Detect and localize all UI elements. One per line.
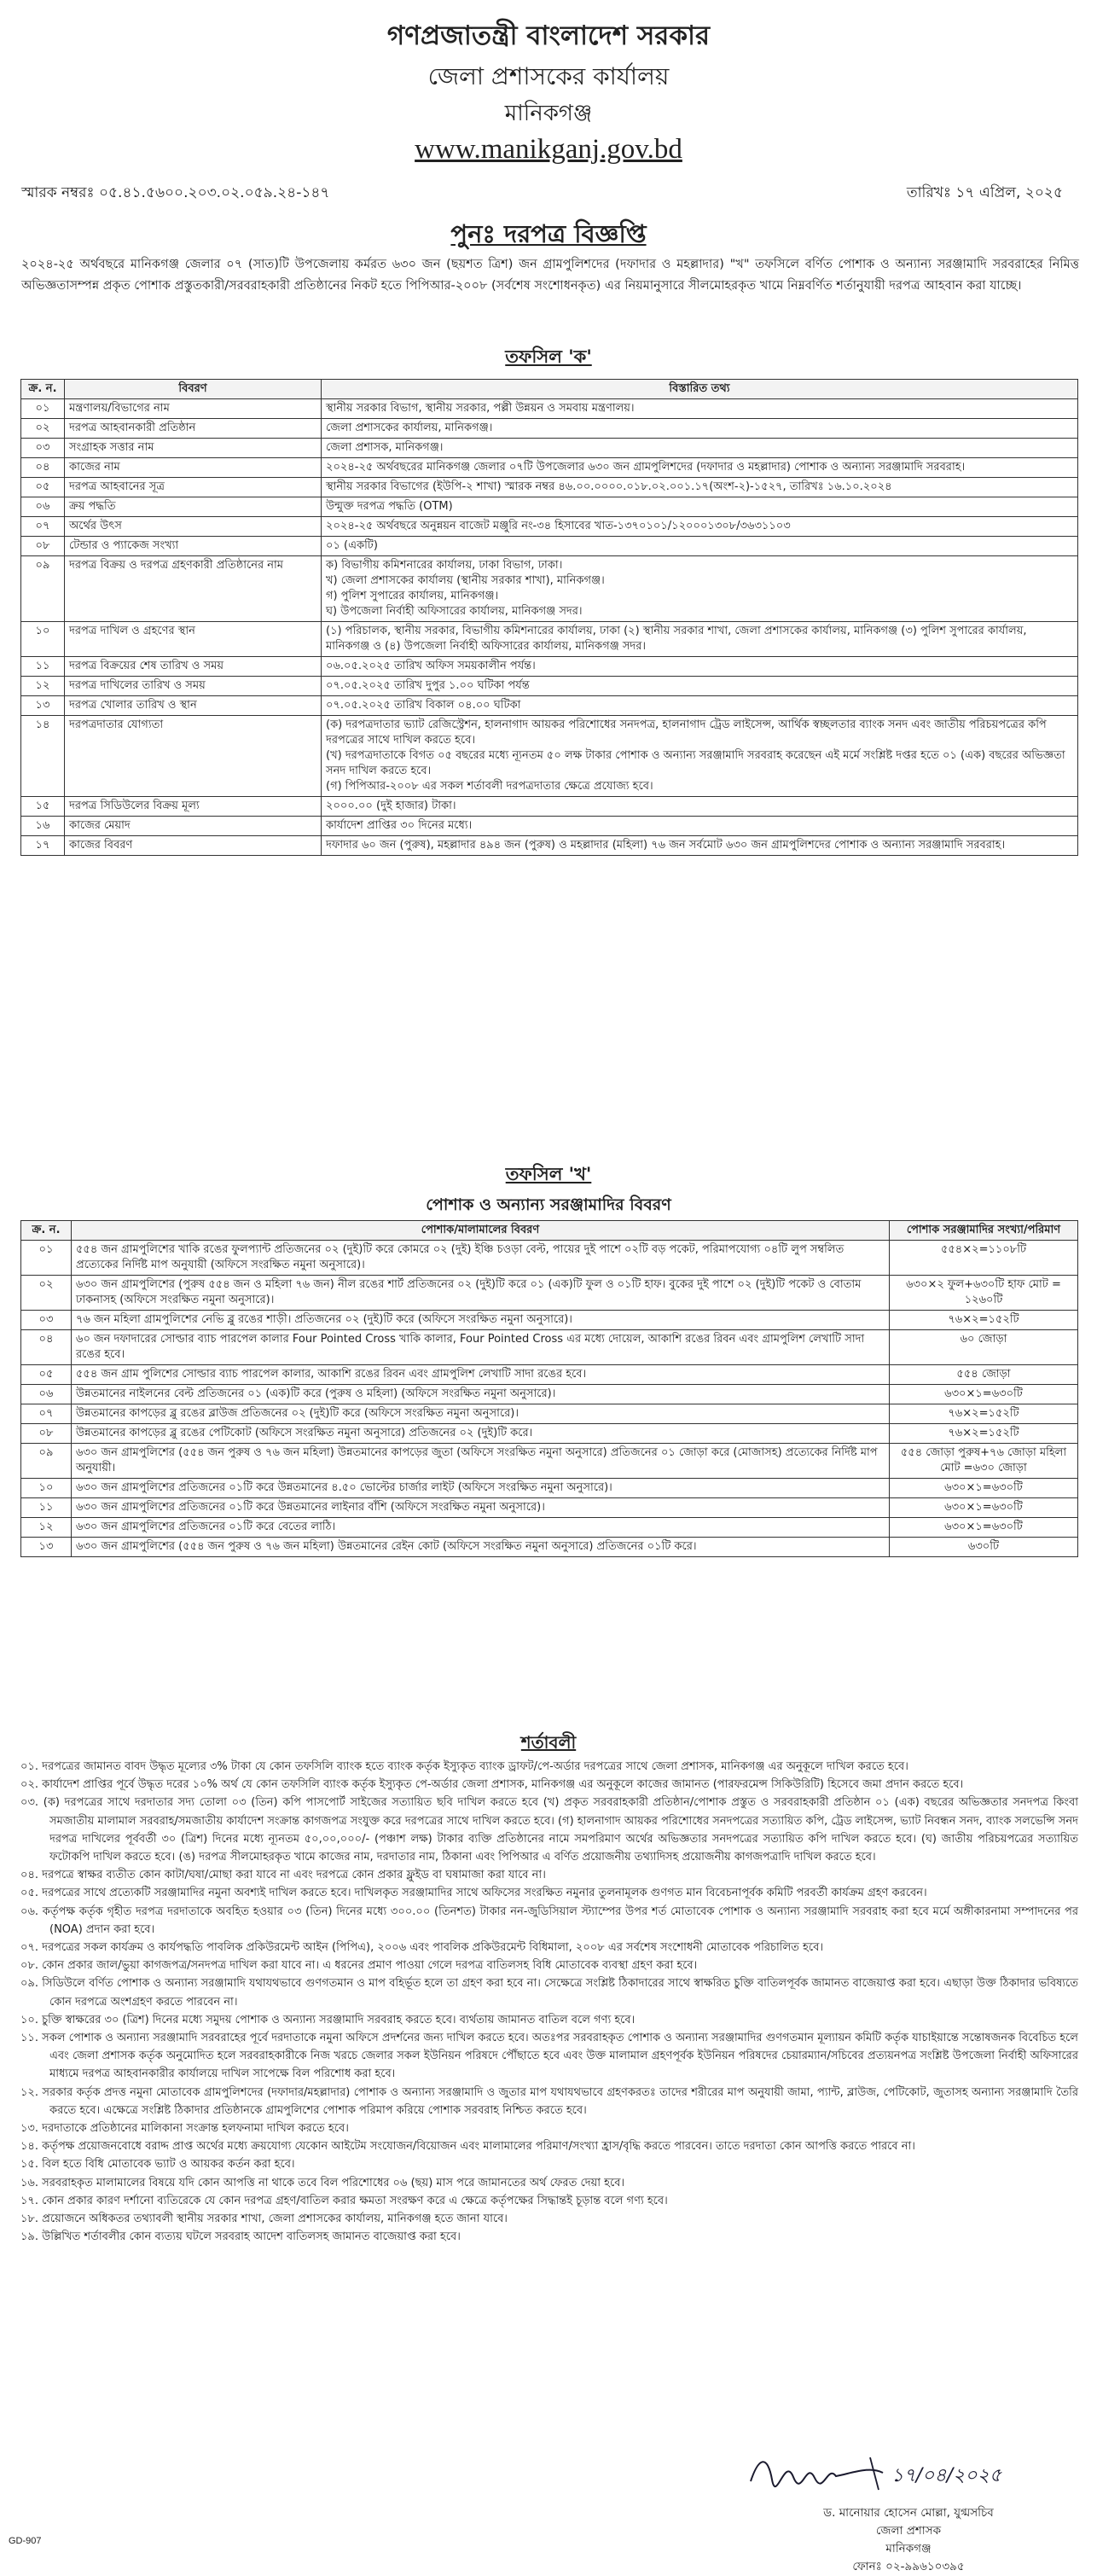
table-row (21, 478, 1078, 497)
table-cell: ৬০ জন দফাদারের সোল্ডার ব্যাচ পারপেল কালার Four Pointed Cross খাকি কালার, Four Pointed Cross এর মধ্যে দোয়েল, আকাশি রঙের রিবন এবং গ্রামপুলিশ লেখাটি সাদা রঙের হবে। (72, 1330, 890, 1365)
table-cell: ০১ (21, 399, 65, 419)
table-cell: ০৮ (21, 537, 65, 556)
table-cell: দরপত্র বিক্রয় ও দরপত্র গ্রহণকারী প্রতিষ্ঠানের নাম (65, 556, 322, 622)
table-cell: ৬৩০×১=৬৩০টি (890, 1385, 1078, 1404)
column-header: ক্র. ন. (21, 380, 65, 399)
table-cell: ৬৩০ জন গ্রামপুলিশের প্রতিজনের ০১টি করে বেতের লাঠি। (72, 1518, 890, 1538)
table-cell: দরপত্র দাখিল ও গ্রহণের স্থান (65, 622, 322, 657)
table-cell: ১৭ (21, 836, 65, 856)
table-row (21, 817, 1078, 836)
condition-item: ০৮. কোন প্রকার জাল/ভুয়া কাগজপত্র/সনদপত্র দাখিল করা যাবে না। এ ধরনের প্রমাণ পাওয়া গেলে দরপত্র বাতিলসহ বিধি মোতাবেক ব্যবস্থা গ্রহণ করা হবে। (20, 1959, 698, 1973)
table-cell: দরপত্র সিডিউলের বিক্রয় মূল্য (65, 797, 322, 817)
table-cell: ০৮ (21, 1424, 72, 1444)
table-row (21, 1498, 1078, 1518)
table-row (21, 497, 1078, 517)
table-cell: ০৫ (21, 1365, 72, 1385)
table-row (21, 622, 1078, 657)
schedule-b-header-row (21, 1221, 1078, 1241)
schedule-a-title: তফসিল 'ক' (505, 346, 592, 367)
table-row (21, 439, 1078, 458)
table-cell: ৫৫৪ জন গ্রামপুলিশের খাকি রঙের ফুলপ্যান্ট প্রতিজনের ০২ (দুই)টি করে কোমরে ০২ (দুই) ইঞ্চি চওড়া বেল্ট, পায়ের দুই পাশে ০২টি বড় পকেট, পরিমাপযোগ্য ০৪টি লুপ সম্বলিত প্রত্যেকের নির্দিষ্ট মাপ অনুযায়ী (অফিসে সংরক্ষিত নমুনা অনুসারে)। (72, 1241, 890, 1276)
schedule-a-header-row (21, 380, 1078, 399)
table-cell: ১৪ (21, 716, 65, 797)
signature-block (742, 2504, 1075, 2576)
table-cell: ১১ (21, 657, 65, 677)
table-cell: ৬৩০×১=৬৩০টি (890, 1479, 1078, 1498)
column-header: পোশাক/মালামালের বিবরণ (72, 1221, 890, 1241)
condition-item: ১২. সরকার কর্তৃক প্রদত্ত নমুনা মোতাবেক গ্রামপুলিশদের (দফাদার/মহল্লাদার) পোশাক ও অন্যান্য সরঞ্জামাদি ও জুতার মাপ যথাযথভাবে গ্রহণকরতঃ তাদের শরীরের মাপ অনুযায়ী জামা, প্যান্ট, ব্লাউজ, পেটিকোট, জুতাসহ অন্যান্য সরঞ্জামাদি তৈরি করতে হবে। এক্ষেত্রে সংশ্লিষ্ট ঠিকাদার প্রতিষ্ঠানকে গ্রামপুলিশের পোশাক পরিমাপ করিয়ে পোশাক সরবরাহ নিশ্চিত করতে হবে। (20, 2085, 1078, 2117)
table-cell: ০৪ (21, 1330, 72, 1365)
table-cell: ০৬ (21, 497, 65, 517)
table-cell: ৬০ জোড়া (890, 1330, 1078, 1365)
table-cell: ২০২৪-২৫ অর্থবছরে অনুন্নয়ন বাজেট মঞ্জুরি নং-৩৪ হিসাবের খাত-১৩৭০১০১/১২০০০১৩০৮/৩৬৩১১০৩ (322, 517, 1078, 537)
table-row (21, 1365, 1078, 1385)
table-cell: স্থানীয় সরকার বিভাগ, স্থানীয় সরকার, পল্লী উন্নয়ন ও সমবায় মন্ত্রণালয়। (322, 399, 1078, 419)
table-row (21, 836, 1078, 856)
table-cell: ০২ (21, 419, 65, 439)
table-cell: দরপত্রদাতার যোগ্যতা (65, 716, 322, 797)
condition-item: ০১. দরপত্রের জামানত বাবদ উদ্ধৃত মূল্যের ৩% টাকা যে কোন তফসিলি ব্যাংক হতে ব্যাংক কর্তৃক ইস্যুকৃত ব্যাংক ড্রাফট/পে-অর্ডার দরপত্রের সাথে জেলা প্রশাসক, মানিকগঞ্জ এর অনুকূলে দাখিল করতে হবে। (20, 1760, 908, 1773)
intro-paragraph: ২০২৪-২৫ অর্থবছরে মানিকগঞ্জ জেলার ০৭ (সাত)টি উপজেলায় কর্মরত ৬৩০ জন (ছয়শত ত্রিশ) জন গ্রামপুলিশদের (দফাদার ও মহল্লাদার) "খ" তফসিলে বর্ণিত পোশাক ও অন্যান্য সরঞ্জামাদি সরবরাহের নিমিত্ত অভিজ্ঞতাসম্পন্ন প্রকৃত পোশাক প্রস্তুতকারী/সরবরাহকারী প্রতিষ্ঠানের নিকট হতে পিপিআর-২০০৮ (সর্বশেষ সংশোধনকৃত) এর নিয়মানুসারে সীলমোহরকৃত খামে নিম্নবর্ণিত শর্তানুযায়ী দরপত্র আহবান করা যাচ্ছে। (21, 258, 1079, 293)
condition-item: ১৪. কর্তৃপক্ষ প্রয়োজনবোধে বরাদ্দ প্রাপ্ত অর্থের মধ্যে ক্রয়যোগ্য যেকোন আইটেম সংযোজন/বিয়োজন এবং মালামালের পরিমাণ/সংখ্যা হ্রাস/বৃদ্ধি করতে পারবেন। তাতে দরদাতা কোন আপত্তি করতে পারবে না। (20, 2140, 915, 2154)
table-cell: ৭৬ জন মহিলা গ্রামপুলিশের নেভি ব্লু রঙের শাড়ী। প্রতিজনের ০২ (দুই)টি করে (অফিসে সংরক্ষিত নমুনা অনুসারে)। (72, 1311, 890, 1330)
table-row (21, 716, 1078, 797)
table-cell: ০৬ (21, 1385, 72, 1404)
table-cell: দরপত্র খোলার তারিখ ও স্থান (65, 696, 322, 716)
signatory-name: ড. মানোয়ার হোসেন মোল্লা, যুগ্মসচিব (823, 2506, 994, 2520)
website-link[interactable]: www.manikganj.gov.bd (415, 134, 682, 165)
memo-number: স্মারক নম্বরঃ ০৫.৪১.৫৬০০.২০৩.০২.০৫৯.২৪-১৪৭ (21, 184, 330, 201)
table-cell: উন্মুক্ত দরপত্র পদ্ধতি (OTM) (322, 497, 1078, 517)
table-cell: ০৯ (21, 1444, 72, 1479)
table-cell: ০৭ (21, 517, 65, 537)
table-cell: ৫৫৪ জোড়া পুরুষ+৭৬ জোড়া মহিলা মোট =৬৩০ জোড়া (890, 1444, 1078, 1479)
table-cell: ৬৩০ জন গ্রামপুলিশের প্রতিজনের ০১টি করে উন্নতমানের ৪.৫০ ভোল্টের চার্জার লাইট (অফিসে সংরক্ষিত নমুনা অনুসারে)। (72, 1479, 890, 1498)
table-cell: ক্রয় পদ্ধতি (65, 497, 322, 517)
table-cell: উন্নতমানের নাইলনের বেল্ট প্রতিজনের ০১ (এক)টি করে (পুরুষ ও মহিলা) (অফিসে সংরক্ষিত নমুনা অনুসারে)। (72, 1385, 890, 1404)
table-cell: ০৫ (21, 478, 65, 497)
table-cell: মন্ত্রণালয়/বিভাগের নাম (65, 399, 322, 419)
table-cell: ০৭.০৫.২০২৫ তারিখ বিকাল ০৪.০০ ঘটিকা (322, 696, 1078, 716)
column-header: বিবরণ (65, 380, 322, 399)
table-row (21, 1404, 1078, 1424)
table-row (21, 1538, 1078, 1557)
table-row (21, 1276, 1078, 1311)
table-cell: ১৩ (21, 1538, 72, 1557)
condition-item: ১৬. সরবরাহকৃত মালামালের বিষয়ে যদি কোন আপত্তি না থাকে তবে বিল পরিশোধের ০৬ (ছয়) মাস পরে জামানতের অর্থ ফেরত দেয়া হবে। (20, 2176, 625, 2189)
table-cell: দরপত্র দাখিলের তারিখ ও সময় (65, 677, 322, 696)
condition-item: ১৮. প্রয়োজনে অধিকতর তথ্যাবলী স্থানীয় সরকার শাখা, জেলা প্রশাসকের কার্যালয়, মানিকগঞ্জ হতে জানা যাবে। (20, 2213, 508, 2226)
government-name: গণপ্রজাতন্ত্রী বাংলাদেশ সরকার (386, 20, 711, 51)
condition-item: ১১. সকল পোশাক ও অন্যান্য সরঞ্জামাদি সরবরাহের পূর্বে দরদাতাকে নমুনা অফিসে প্রদর্শনের জন্য দাখিল করতে হবে। অতঃপর সরবরাহকৃত পোশাক ও অন্যান্য সরঞ্জামাদির গুণগতমান মূল্যায়ন কমিটি কর্তৃক যাচাইয়ান্তে সন্তোষজনক বিবেচিত হলে এবং জেলা প্রশাসক কর্তৃক অনুমোদিত হলে সরবরাহকারীকে নিজ খরচে জেলার সকল ইউনিয়ন পরিষদে পৌঁছাতে হবে এবং উক্ত মালামাল গ্রহণপূর্বক ইউনিয়ন পরিষদের চেয়ারম্যান/সচিবের প্রত্যয়নপত্র সংশ্লিষ্ট উপজেলা নির্বাহী অফিসারের মাধ্যমে দরপত্র আহবানকারীর কার্যালয়ে দাখিল সাপেক্ষে বিল পরিশোধ করা হবে। (20, 2032, 1078, 2081)
column-header: বিস্তারিত তথ্য (322, 380, 1078, 399)
table-cell: ক) বিভাগীয় কমিশনারের কার্যালয়, ঢাকা বিভাগ, ঢাকা। খ) জেলা প্রশাসকের কার্যালয় (স্থানীয় সরকার শাখা), মানিকগঞ্জ। গ) পুলিশ সুপারের কার্যালয়, মানিকগঞ্জ। ঘ) উপজেলা নির্বাহী অফিসারের কার্যালয়, মানিকগঞ্জ সদর। (322, 556, 1078, 622)
office-name: জেলা প্রশাসকের কার্যালয় (427, 62, 670, 90)
condition-item: ০২. কার্যাদেশ প্রাপ্তির পূর্বে উদ্ধৃত দরের ১০% অর্থ যে কোন তফসিলি ব্যাংক কর্তৃক ইস্যুকৃত পে-অর্ডার জেলা প্রশাসক, মানিকগঞ্জ এর অনুকূলে কাজের জামানত (পারফরমেন্স সিকিউরিটি) হিসেবে জমা প্রদান করতে হবে। (20, 1778, 964, 1792)
column-header: ক্র. ন. (21, 1221, 72, 1241)
condition-item: ১০. চুক্তি স্বাক্ষরের ৩০ (ত্রিশ) দিনের মধ্যে সমুদয় পোশাক ও অন্যান্য সরঞ্জামাদি সরবরাহ করতে হবে। ব্যর্থতায় জামানত বাতিল বলে গণ্য হবে। (20, 2013, 636, 2026)
condition-item: ১৩. দরদাতাকে প্রতিষ্ঠানের মালিকানা সংক্রান্ত হলফনামা দাখিল করতে হবে। (20, 2122, 349, 2136)
table-cell: ৭৬×২=১৫২টি (890, 1311, 1078, 1330)
condition-item: ০৯. সিডিউলে বর্ণিত পোশাক ও অন্যান্য সরঞ্জামাদি যথাযথভাবে গুণগতমান ও মাপ বহির্ভূত হলে তা গ্রহণ করা হবে না। সেক্ষেত্রে সংশ্লিষ্ট ঠিকাদারের সাথে স্বাক্ষরিত চুক্তি বাতিলপূর্বক জামানত বাজেয়াপ্ত করা হবে। এছাড়া উক্ত ঠিকাদার ভবিষ্যতে কোন দরপত্রে অংশগ্রহণ করতে পারবেন না। (20, 1977, 1078, 2009)
table-row (21, 1241, 1078, 1276)
table-cell: ০৩ (21, 1311, 72, 1330)
table-cell: কাজের বিবরণ (65, 836, 322, 856)
footer-code: GD-907 (9, 2536, 42, 2546)
condition-item: ১৫. বিল হতে বিধি মোতাবেক ভ্যাট ও আয়কর কর্তন করা হবে। (20, 2158, 295, 2172)
table-cell: ৬৩০×১=৬৩০টি (890, 1498, 1078, 1518)
table-row (21, 657, 1078, 677)
table-cell: ৭৬×২=১৫২টি (890, 1424, 1078, 1444)
condition-item: ০৫. দরপত্রের সাথে প্রত্যেকটি সরঞ্জামাদির নমুনা অবশ্যই দাখিল করতে হবে। দাখিলকৃত সরঞ্জামাদির সাথে অফিসের সংরক্ষিত নমুনার তুলনামূলক গুণগত মান বিবেচনাপূর্বক কমিটি পরবর্তী কার্যক্রম গ্রহণ করবেন। (20, 1887, 927, 1900)
condition-item: ০৩. (ক) দরপত্রের সাথে দরদাতার সদ্য তোলা ০৩ (তিন) কপি পাসপোর্ট সাইজের সত্যায়িত ছবি দাখিল করতে হবে (খ) প্রকৃত সরবরাহকারী প্রতিষ্ঠান/পোশাক প্রস্তুত ও সরবরাহকারী প্রতিষ্ঠান ০১ (এক) বছরের অভিজ্ঞতার সনদপত্র কিংবা সমজাতীয় মালামাল সরবরাহ/সমজাতীয় কার্যাদেশ সংক্রান্ত কাগজপত্র সংযুক্ত করে দরপত্রের সাথে দাখিল করতে হবে। (গ) হালনাগাদ আয়কর পরিশোধের সনদপত্রের সত্যায়িত কপি, ট্রেড লাইসেন্স, ভ্যাট নিবন্ধন সনদ, ব্যাংক সলভেন্সি সনদ দরপত্র দাখিলের পূর্ববর্তী ৩০ (ত্রিশ) দিনের মধ্যে ন্যূনতম ৫০,০০,০০০/- (পঞ্চাশ লক্ষ) টাকার ব্যক্তি প্রতিষ্ঠানের নামে সমপরিমাণ অর্থের অভিজ্ঞতার সনদপত্রের সত্যায়িত কপি দাখিল করতে হবে। (ঘ) জাতীয় পরিচয়পত্রের সত্যায়িত ফটোকপি দাখিল করতে হবে। (ঙ) দরপত্র সীলমোহরকৃত খামে কাজের নাম, দরদাতার নাম, ঠিকানা এবং পিপিআর এ বর্ণিত প্রয়োজনীয় তথ্যাদিসহ প্রয়োজনীয় কাগজপত্রাদি দাখিল করতে হবে। (20, 1796, 1078, 1864)
schedule-a-table (20, 379, 1078, 856)
table-cell: ৫৫৪ জোড়া (890, 1365, 1078, 1385)
schedule-b-title: তফসিল 'খ' (505, 1164, 592, 1184)
schedule-b-subtitle: পোশাক ও অন্যান্য সরঞ্জামাদির বিবরণ (426, 1195, 671, 1214)
table-cell: উন্নতমানের কাপড়ের ব্লু রঙের পেটিকোট (অফিসে সংরক্ষিত নমুনা অনুসারে) প্রতিজনের ০২ (দুই)টি করে। (72, 1424, 890, 1444)
table-row (21, 1479, 1078, 1498)
table-cell: ৫৫৪×২=১১০৮টি (890, 1241, 1078, 1276)
conditions-list (20, 1758, 1078, 2246)
table-cell: দরপত্র বিক্রয়ের শেষ তারিখ ও সময় (65, 657, 322, 677)
table-row (21, 419, 1078, 439)
table-row (21, 1518, 1078, 1538)
table-cell: ৬৩০ জন গ্রামপুলিশের (৫৫৪ জন পুরুষ ও ৭৬ জন মহিলা) উন্নতমানের রেইন কোট (অফিসে সংরক্ষিত নমুনা অনুসারে) প্রতিজনের ০১টি করে। (72, 1538, 890, 1557)
table-row (21, 1311, 1078, 1330)
table-cell: ০৩ (21, 439, 65, 458)
table-row (21, 399, 1078, 419)
table-cell: জেলা প্রশাসকের কার্যালয়, মানিকগঞ্জ। (322, 419, 1078, 439)
signatory-district: মানিকগঞ্জ (885, 2542, 932, 2556)
table-row (21, 696, 1078, 716)
table-cell: কাজের মেয়াদ (65, 817, 322, 836)
table-cell: ০৭ (21, 1404, 72, 1424)
table-cell: ২০০০.০০ (দুই হাজার) টাকা। (322, 797, 1078, 817)
schedule-b-table (20, 1220, 1078, 1557)
table-cell: ২০২৪-২৫ অর্থবছরের মানিকগঞ্জ জেলার ০৭টি উপজেলার ৬৩০ জন গ্রামপুলিশদের (দফাদার ও মহল্লাদার) পোশাক ও অন্যান্য সরঞ্জামাদি সরবরাহ। (322, 458, 1078, 478)
table-cell: ১০ (21, 622, 65, 657)
table-row (21, 1385, 1078, 1404)
table-cell: ০১ (21, 1241, 72, 1276)
table-cell: ১২ (21, 1518, 72, 1538)
table-row (21, 517, 1078, 537)
table-cell: ০৬.০৫.২০২৫ তারিখ অফিস সময়কালীন পর্যন্ত। (322, 657, 1078, 677)
table-cell: টেন্ডার ও প্যাকেজ সংখ্যা (65, 537, 322, 556)
table-cell: দফাদার ৬০ জন (পুরুষ), মহল্লাদার ৪৯৪ জন (পুরুষ) ও মহল্লাদার (মহিলা) ৭৬ জন সর্বমোট ৬৩০ জন গ্রামপুলিশদের পোশাক ও অন্যান্য সরঞ্জামাদি সরবরাহ। (322, 836, 1078, 856)
table-cell: ৬৩০×২ ফুল+৬৩০টি হাফ মোট = ১২৬০টি (890, 1276, 1078, 1311)
table-cell: কাজের নাম (65, 458, 322, 478)
condition-item: ০৪. দরপত্রে স্বাক্ষর ব্যতীত কোন কাটা/ঘষা/মোছা করা যাবে না এবং দরপত্রে কোন প্রকার ফ্লুইড বা ঘষামাজা করা যাবে না। (20, 1869, 546, 1882)
condition-item: ০৭. দরপত্রের সকল কার্যক্রম ও কার্যপদ্ধতি পাবলিক প্রকিউরমেন্ট আইন (পিপিএ), ২০০৬ এবং পাবলিক প্রকিউরমেন্ট বিধিমালা, ২০০৮ এর সর্বশেষ সংশোধনী মোতাবেক পরিচালিত হবে। (20, 1941, 823, 1955)
table-cell: ৫৫৪ জন গ্রাম পুলিশের সোল্ডার ব্যাচ পারপেল কালার, আকাশি রঙের রিবন এবং গ্রামপুলিশ লেখাটি সাদা রঙের হবে। (72, 1365, 890, 1385)
notice-date: তারিখঃ ১৭ এপ্রিল, ২০২৫ (906, 184, 1063, 201)
table-cell: ১৫ (21, 797, 65, 817)
signature-date: ১৭/০৪/২০২৫ (891, 2465, 1002, 2486)
table-cell: কার্যাদেশ প্রাপ্তির ৩০ দিনের মধ্যে। (322, 817, 1078, 836)
table-cell: উন্নতমানের কাপড়ের ব্লু রঙের ব্লাউজ প্রতিজনের ০২ (দুই)টি করে (অফিসে সংরক্ষিত নমুনা অনুসারে)। (72, 1404, 890, 1424)
table-row (21, 1424, 1078, 1444)
table-cell: স্থানীয় সরকার বিভাগের (ইউপি-২ শাখা) স্মারক নম্বর ৪৬.০০.০০০০.০১৮.০২.০০১.১৭(অংশ-২)-১৫২৭, তারিখঃ ১৬.১০.২০২৪ (322, 478, 1078, 497)
condition-item: ১৭. কোন প্রকার কারণ দর্শানো ব্যতিরেকে যে কোন দরপত্র গ্রহণ/বাতিল করার ক্ষমতা সংরক্ষণ করে এ ক্ষেত্রে কর্তৃপক্ষের সিদ্ধান্তই চূড়ান্ত বলে গণ্য হবে। (20, 2194, 668, 2207)
table-cell: ৬৩০টি (890, 1538, 1078, 1557)
condition-item: ১৯. উল্লিখিত শর্তাবলীর কোন ব্যত্যয় ঘটলে সরবরাহ আদেশ বাতিলসহ জামানত বাজেয়াপ্ত করা হবে। (20, 2230, 461, 2244)
condition-item: ০৬. কর্তৃপক্ষ কর্তৃক গৃহীত দরপত্র দরদাতাকে অবহিত হওয়ার ০৩ (তিন) দিনের মধ্যে ৩০০.০০ (তিনশত) টাকার নন-জুডিসিয়াল স্ট্যাম্পের উপর শর্ত মোতাবেক পোশাক ও অন্যান্য সরঞ্জামাদি সরবরাহ করা হবে মর্মে অঙ্গীকারনামা সম্পাদনের পর (NOA) প্রদান করা হবে। (20, 1904, 1078, 1936)
table-row (21, 537, 1078, 556)
signatory-designation: জেলা প্রশাসক (875, 2524, 942, 2538)
signatory-phone: ফোনঃ ০২-৯৯৬১০৩৯৫ (852, 2560, 965, 2573)
table-row (21, 1330, 1078, 1365)
table-cell: ১০ (21, 1479, 72, 1498)
table-row (21, 458, 1078, 478)
table-cell: ০৪ (21, 458, 65, 478)
district-name: মানিকগঞ্জ (504, 101, 593, 126)
table-cell: (ক) দরপত্রদাতার ভ্যাট রেজিস্ট্রেশন, হালনাগাদ আয়কর পরিশোধের সনদপত্র, হালনাগাদ ট্রেড লাইসেন্স, আর্থিক স্বচ্ছলতার ব্যাংক সনদ এবং জাতীয় পরিচয়পত্রের কপি দরপত্রের সাথে দাখিল করতে হবে। (খ) দরপত্রদাতাকে বিগত ০৫ বছরের মধ্যে ন্যূনতম ৫০ লক্ষ টাকার পোশাক ও অন্যান্য সরঞ্জামাদি সরবরাহ করেছেন এই মর্মে সংশ্লিষ্ট দপ্তর হতে ০১ (এক) বছরের অভিজ্ঞতা সনদ দাখিল করতে হবে। (গ) পিপিআর-২০০৮ এর সকল শর্তাবলী দরপত্রদাতার ক্ষেত্রে প্রযোজ্য হবে। (322, 716, 1078, 797)
notice-title: পুনঃ দরপত্র বিজ্ঞপ্তি (450, 219, 647, 248)
table-cell: ১৬ (21, 817, 65, 836)
table-cell: ১৩ (21, 696, 65, 716)
table-row (21, 797, 1078, 817)
table-cell: ৬৩০×১=৬৩০টি (890, 1518, 1078, 1538)
handwritten-signature (742, 2447, 1024, 2498)
table-row (21, 556, 1078, 622)
table-row (21, 677, 1078, 696)
table-cell: সংগ্রাহক সত্তার নাম (65, 439, 322, 458)
table-cell: ৬৩০ জন গ্রামপুলিশের (৫৫৪ জন পুরুষ ও ৭৬ জন মহিলা) উন্নতমানের কাপড়ের জুতা (অফিসে সংরক্ষিত নমুনা অনুসারে) প্রতিজনের ০১ জোড়া করে (মোজাসহ) প্রত্যেকের নির্দিষ্ট মাপ অনুযায়ী। (72, 1444, 890, 1479)
table-cell: ০২ (21, 1276, 72, 1311)
table-row (21, 1444, 1078, 1479)
table-cell: (১) পরিচালক, স্থানীয় সরকার, বিভাগীয় কমিশনারের কার্যালয়, ঢাকা (২) স্থানীয় সরকার শাখা, জেলা প্রশাসকের কার্যালয়, মানিকগঞ্জ (৩) পুলিশ সুপারের কার্যালয়, মানিকগঞ্জ ও (৪) উপজেলা নির্বাহী অফিসারের কার্যালয়, মানিকগঞ্জ সদর। (322, 622, 1078, 657)
table-cell: ০৯ (21, 556, 65, 622)
table-cell: ৬৩০ জন গ্রামপুলিশের প্রতিজনের ০১টি করে উন্নতমানের লাইনার বাঁশি (অফিসে সংরক্ষিত নমুনা অনুসারে)। (72, 1498, 890, 1518)
table-cell: জেলা প্রশাসক, মানিকগঞ্জ। (322, 439, 1078, 458)
table-cell: দরপত্র আহবানের সূত্র (65, 478, 322, 497)
table-cell: ১১ (21, 1498, 72, 1518)
table-cell: অর্থের উৎস (65, 517, 322, 537)
table-cell: ০৭.০৫.২০২৫ তারিখ দুপুর ১.০০ ঘটিকা পর্যন্ত (322, 677, 1078, 696)
table-cell: ৭৬×২=১৫২টি (890, 1404, 1078, 1424)
table-cell: ০১ (একটি) (322, 537, 1078, 556)
table-cell: ৬৩০ জন গ্রামপুলিশের (পুরুষ ৫৫৪ জন ও মহিলা ৭৬ জন) নীল রঙের শার্ট প্রতিজনের ০২ (দুই)টি করে ০১ (এক)টি ফুল ও ০১টি হাফ। বুকের দুই পাশে ০২ (দুই)টি পকেট ও বোতাম ঢাকনাসহ (অফিসে সংরক্ষিত নমুনা অনুসারে)। (72, 1276, 890, 1311)
table-cell: ১২ (21, 677, 65, 696)
column-header: পোশাক সরঞ্জামাদির সংখ্যা/পরিমাণ (890, 1221, 1078, 1241)
table-cell: দরপত্র আহবানকারী প্রতিষ্ঠান (65, 419, 322, 439)
conditions-title: শর্তাবলী (520, 1732, 577, 1753)
